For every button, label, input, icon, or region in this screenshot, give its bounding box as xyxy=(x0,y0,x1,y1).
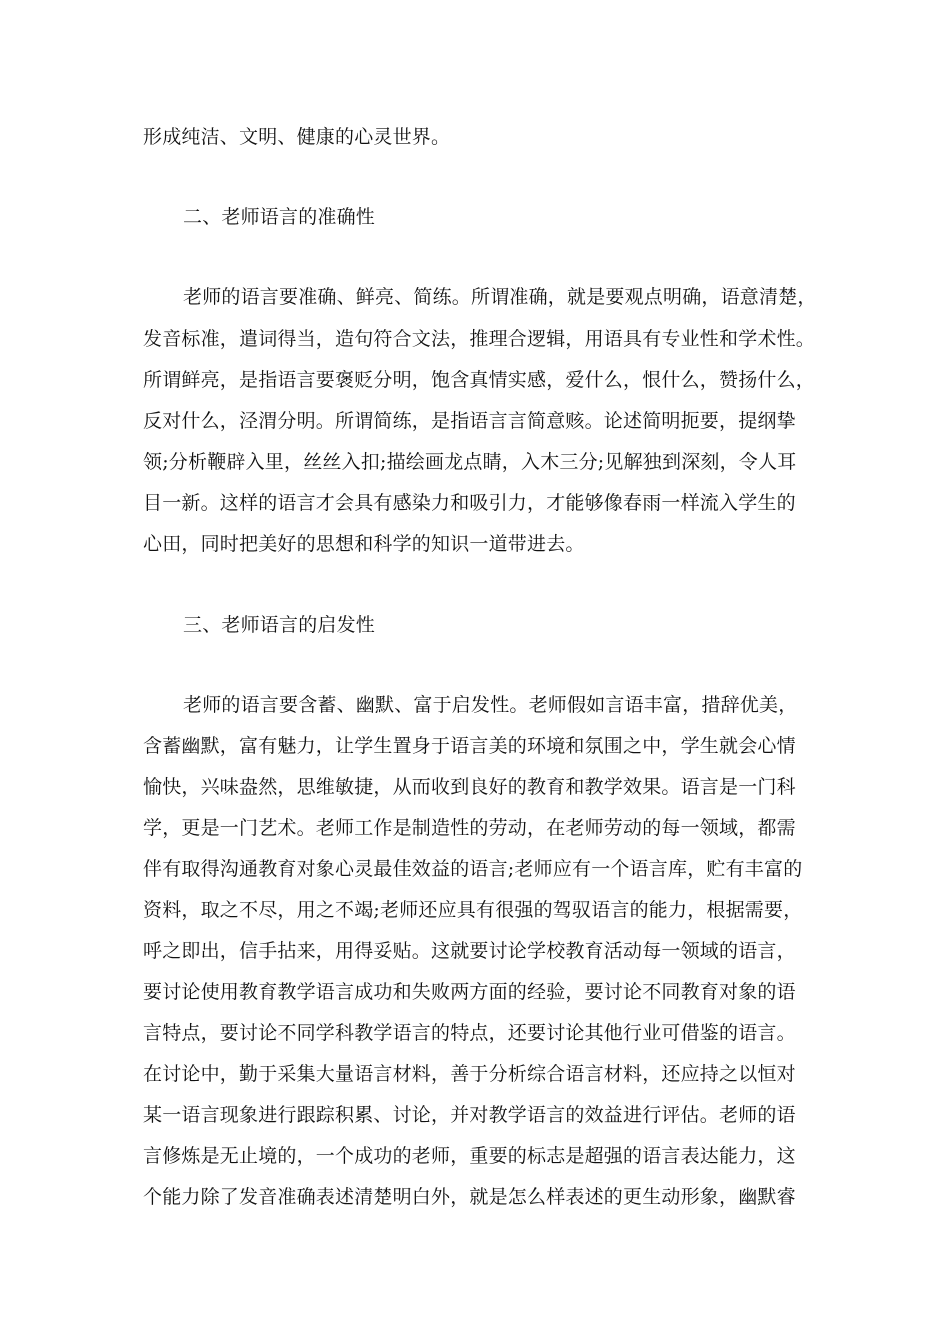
section3-heading: 三、老师语言的启发性 xyxy=(183,614,376,636)
paragraph-line: 伴有取得沟通教育对象心灵最佳效益的语言;老师应有一个语言库，贮有丰富的 xyxy=(143,858,803,880)
section2-heading: 二、老师语言的准确性 xyxy=(183,206,376,228)
paragraph-line: 在讨论中，勤于采集大量语言材料，善于分析综合语言材料，还应持之以恒对 xyxy=(143,1063,796,1085)
paragraph-line: 愉快，兴味盎然，思维敏捷，从而收到良好的教育和教学效果。语言是一门科 xyxy=(143,776,796,798)
paragraph-line: 言修炼是无止境的，一个成功的老师，重要的标志是超强的语言表达能力，这 xyxy=(143,1145,796,1167)
paragraph-line: 目一新。这样的语言才会具有感染力和吸引力，才能够像春雨一样流入学生的 xyxy=(143,492,796,514)
paragraph-line: 学，更是一门艺术。老师工作是制造性的劳动，在老师劳动的每一领域，都需 xyxy=(143,817,796,839)
paragraph-line: 资料，取之不尽，用之不竭;老师还应具有很强的驾驭语言的能力，根据需要， xyxy=(143,899,803,921)
paragraph-line: 领;分析鞭辟入里，丝丝入扣;描绘画龙点睛，入木三分;见解独到深刻，令人耳 xyxy=(143,451,797,473)
paragraph-line: 老师的语言要含蓄、幽默、富于启发性。老师假如言语丰富，措辞优美， xyxy=(183,694,798,716)
paragraph-line: 言特点，要讨论不同学科教学语言的特点，还要讨论其他行业可借鉴的语言。 xyxy=(143,1022,796,1044)
paragraph-line: 老师的语言要准确、鲜亮、简练。所谓准确，就是要观点明确，语意清楚， xyxy=(183,286,817,308)
paragraph-line: 所谓鲜亮，是指语言要褒贬分明，饱含真情实感，爱什么，恨什么，赞扬什么， xyxy=(143,369,816,391)
paragraph-line: 个能力除了发音准确表述清楚明白外，就是怎么样表述的更生动形象，幽默睿 xyxy=(143,1186,796,1208)
paragraph-line: 要讨论使用教育教学语言成功和失败两方面的经验，要讨论不同教育对象的语 xyxy=(143,981,796,1003)
paragraph-line: 呼之即出，信手拈来，用得妥贴。这就要讨论学校教育活动每一领域的语言， xyxy=(143,940,796,962)
paragraph-line: 反对什么，泾渭分明。所谓简练，是指语言言简意赅。论述简明扼要，提纲挚 xyxy=(143,410,796,432)
paragraph-line: 心田，同时把美好的思想和科学的知识一道带进去。 xyxy=(143,533,585,555)
paragraph-line: 含蓄幽默，富有魅力，让学生置身于语言美的环境和氛围之中，学生就会心情 xyxy=(143,735,796,757)
intro-tail-line: 形成纯洁、文明、健康的心灵世界。 xyxy=(143,126,451,148)
paragraph-line: 某一语言现象进行跟踪积累、讨论，并对教学语言的效益进行评估。老师的语 xyxy=(143,1104,796,1126)
paragraph-line: 发音标准，遣词得当，造句符合文法，推理合逻辑，用语具有专业性和学术性。 xyxy=(143,328,816,350)
